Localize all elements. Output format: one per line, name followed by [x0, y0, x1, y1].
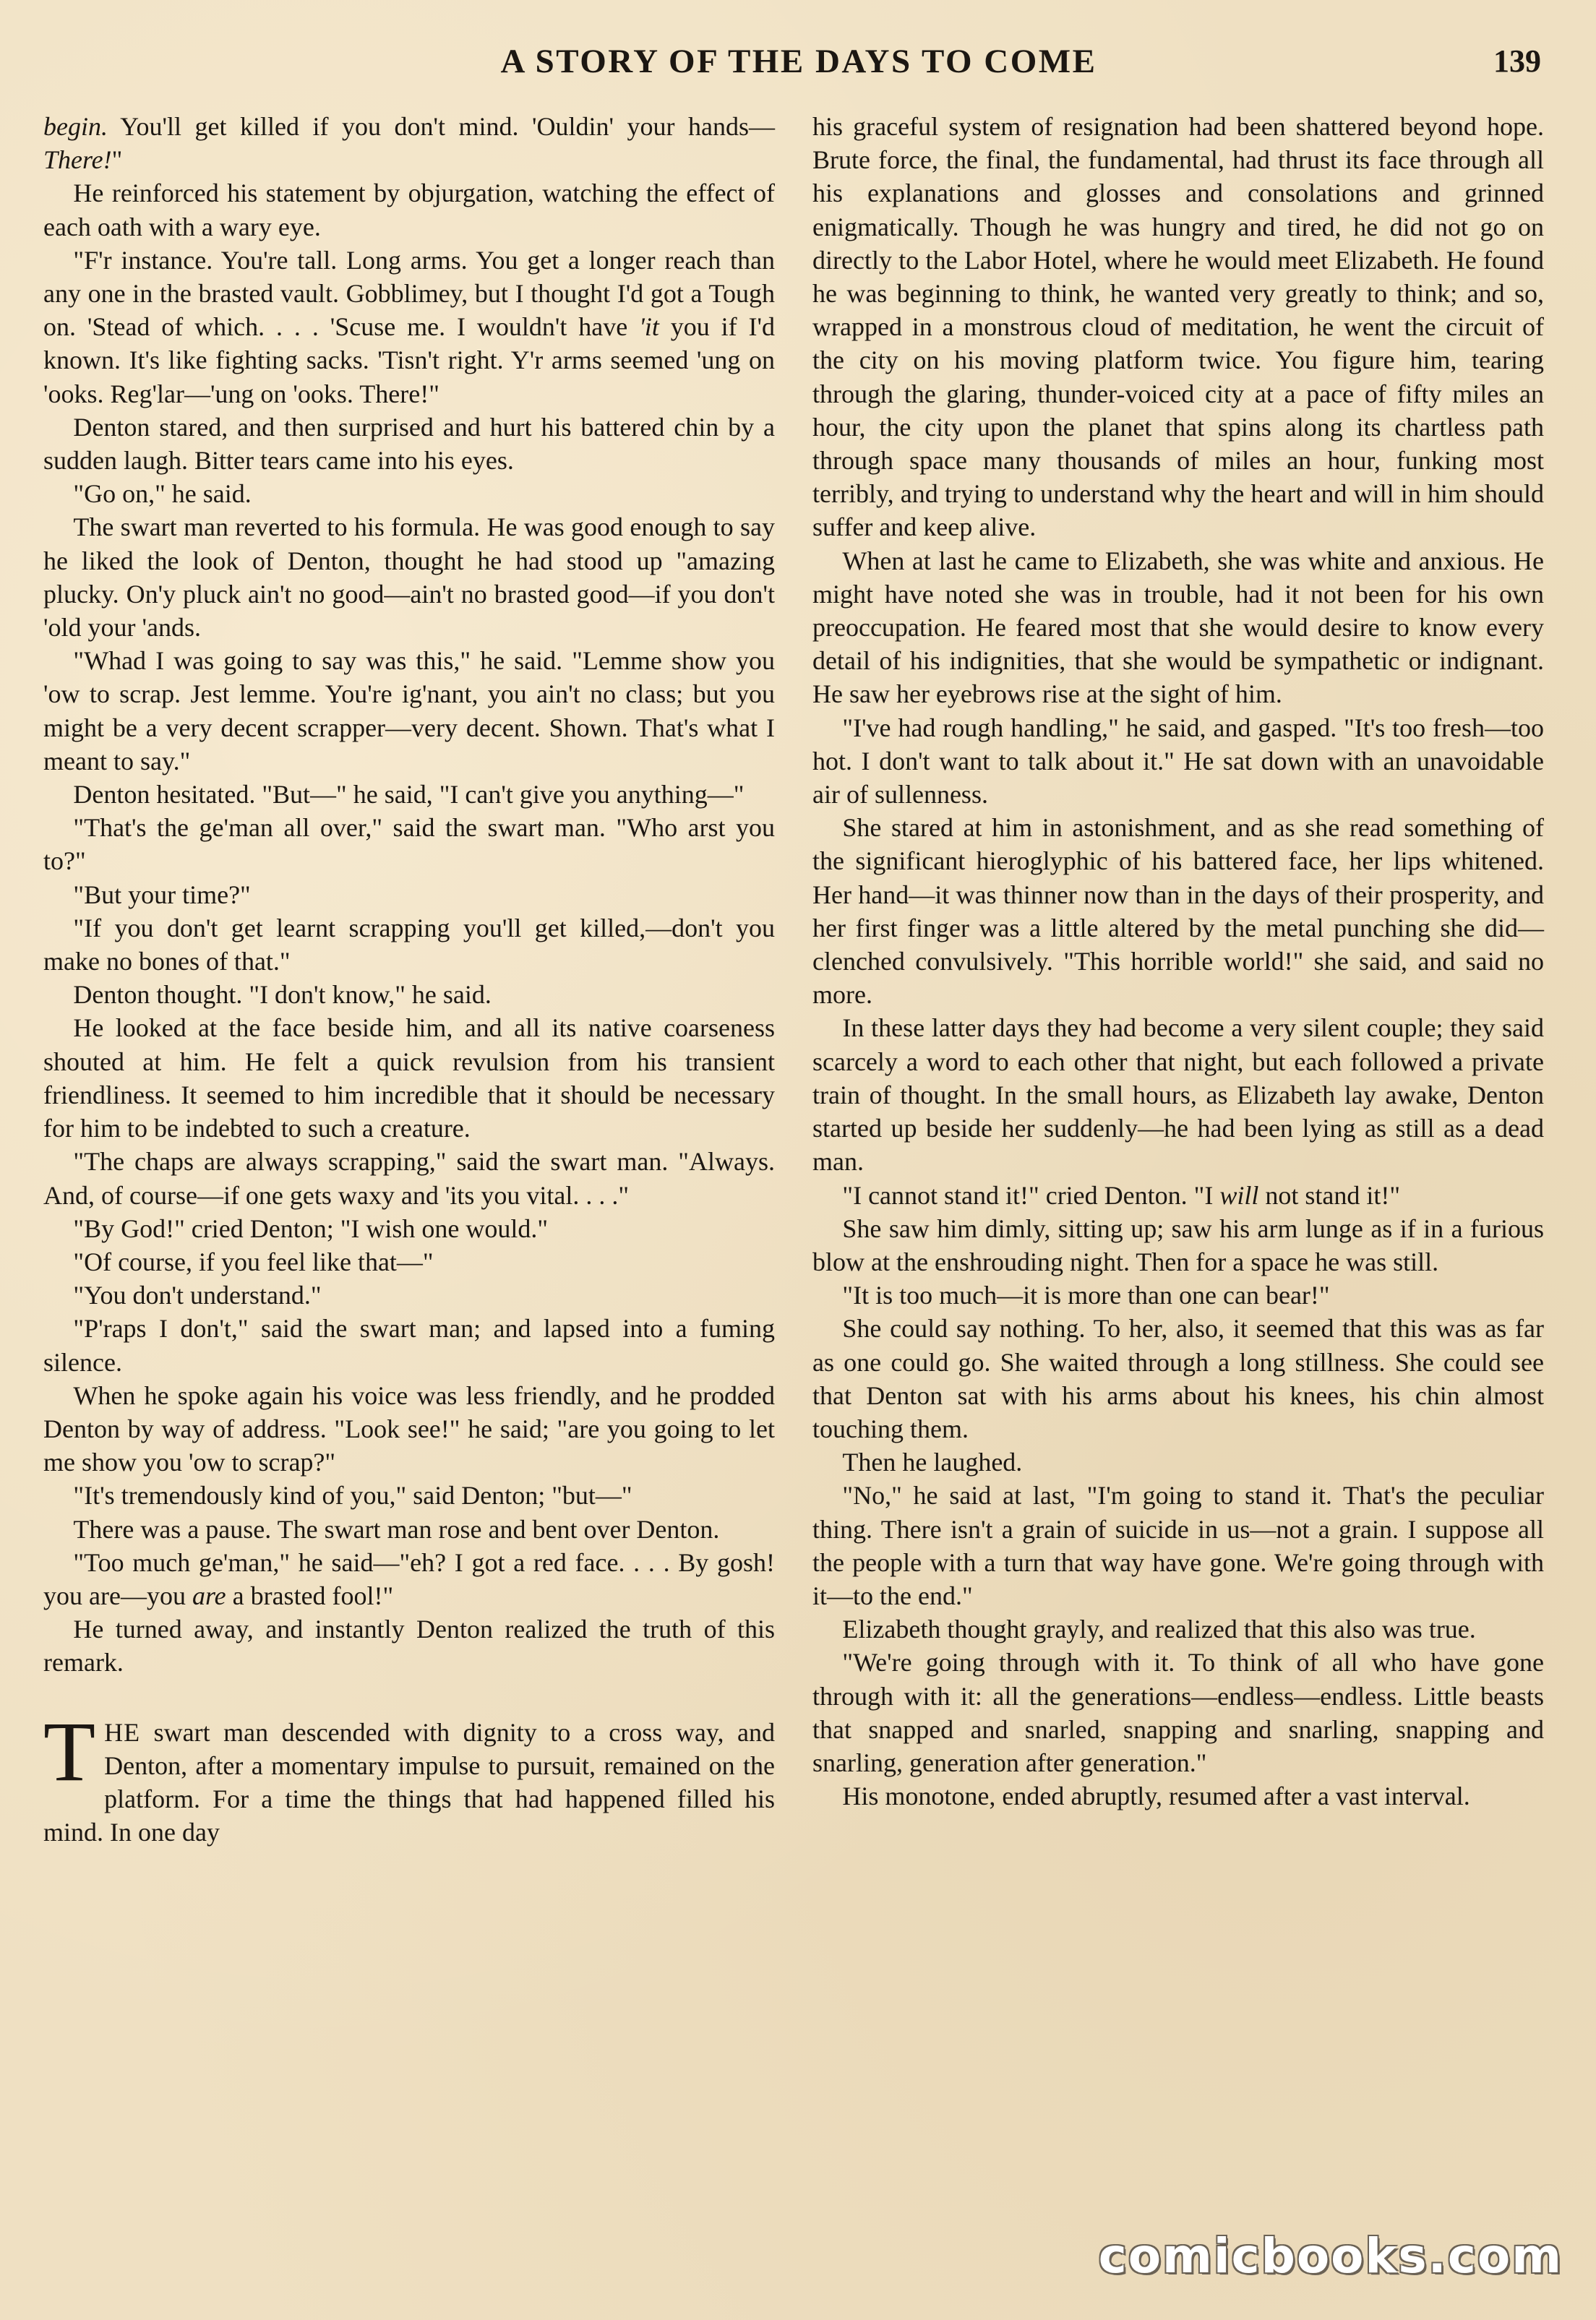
paragraph: "F'r instance. You're tall. Long arms. You get a longer reach than any one in the brasted vault. Gobblimey, but I thought I'd got a Tough on. 'Stead of which. . . . 'Scuse me. I wouldn't have 'it you if I'd known. It's like fighting sacks. 'Tisn't right. Y'r arms seemed 'ung on 'ooks. Reg'lar—'ung on 'ooks. There!" — [43, 245, 775, 408]
paragraph: "Whad I was going to say was this," he said. "Lemme show you 'ow to scrap. Jest lemme. You're ig'nant, you ain't no class; but you might be a very decent scrapper—very decent. Shown. That's what I meant to say." — [43, 646, 775, 776]
paragraph: "I've had rough handling," he said, and gasped. "It's too fresh—too hot. I don't want to talk about it." He sat down with an unavoidable air of sullenness. — [812, 713, 1544, 809]
paragraph: "That's the ge'man all over," said the swart man. "Who arst you to?" — [43, 813, 775, 876]
paragraph: "Of course, if you feel like that—" — [73, 1247, 434, 1276]
paragraph: When he spoke again his voice was less friendly, and he prodded Denton by way of address. "Look see!" he said; "are you going to let me show you 'ow to scrap?" — [43, 1380, 775, 1477]
running-header — [43, 36, 1554, 87]
paragraph: Then he laughed. — [842, 1448, 1023, 1477]
site-watermark: comicbooks.com — [1098, 2228, 1563, 2284]
paragraph: "P'raps I don't," said the swart man; and lapsed into a fuming silence. — [43, 1314, 775, 1377]
right-column — [812, 110, 1544, 1813]
emphasis-text: There! — [43, 145, 112, 175]
left-column — [43, 110, 775, 1849]
emphasis-text: 'it — [639, 312, 659, 342]
section-opening-paragraph: THE swart man descended with dignity to a cross way, and Denton, after a momentary impulse to pursuit, remained on the platform. For a time the things that had happened filled his mind. In one day — [43, 1704, 775, 1847]
paragraph: He reinforced his statement by objurgation, watching the effect of each oath with a wary eye. — [43, 179, 775, 241]
paragraph: "We're going through with it. To think of all who have gone through with it: all the generations—endless—endless. Little beasts that snapped and snarled, snapping and snarling, snapping and snarling, generation after generation." — [812, 1648, 1544, 1777]
paragraph: She saw him dimly, sitting up; saw his arm lunge as if in a furious blow at the enshrouding night. Then for a space he was still. — [812, 1213, 1544, 1276]
paragraph: "The chaps are always scrapping," said the swart man. "Always. And, of course—if one gets waxy and 'its you vital. . . ." — [43, 1147, 775, 1210]
emphasis-text: will — [1219, 1180, 1259, 1210]
paragraph: She could say nothing. To her, also, it seemed that this was as far as one could go. She waited through a long stillness. She could see that Denton sat with his arms about his knees, his chin almost touching them. — [812, 1314, 1544, 1443]
paragraph: There was a pause. The swart man rose and bent over Denton. — [73, 1514, 720, 1544]
emphasis-text: are — [192, 1581, 226, 1610]
paragraph: "It's tremendously kind of you," said Denton; "but—" — [73, 1481, 632, 1511]
paragraph: "It is too much—it is more than one can bear!" — [842, 1281, 1330, 1310]
running-title: A STORY OF THE DAYS TO COME — [500, 43, 1097, 80]
small-caps-text: HE — [104, 1717, 141, 1747]
paragraph: "I cannot stand it!" cried Denton. "I will not stand it!" — [842, 1180, 1401, 1210]
paragraph: "You don't understand." — [73, 1281, 322, 1310]
page-number: 139 — [1493, 43, 1541, 79]
paragraph: He turned away, and instantly Denton realized the truth of this remark. — [43, 1615, 775, 1677]
paragraph: "No," he said at last, "I'm going to stand it. That's the peculiar thing. There isn't a grain of suicide in us—not a grain. I suppose all the people with a turn that way have gone. We're going through with it—to the end." — [812, 1481, 1544, 1610]
paragraph: Denton thought. "I don't know," he said. — [73, 980, 492, 1010]
paragraph: In these latter days they had become a very silent couple; they said scarcely a word to each other that night, but each followed a private train of thought. In the small hours, as Elizabeth lay awake, Denton started up beside her suddenly—he had been lying as still as a dead man. — [812, 1013, 1544, 1177]
paragraph: His monotone, ended abruptly, resumed after a vast interval. — [842, 1782, 1470, 1811]
paragraph: When at last he came to Elizabeth, she was white and anxious. He might have noted she was in trouble, had it not been for his own preoccupation. He feared most that she would desire to know every detail of his indignities, that she would be sympathetic or indignant. He saw her eyebrows rise at the sight of him. — [812, 546, 1544, 709]
paragraph: "If you don't get learnt scrapping you'll get killed,—don't you make no bones of that." — [43, 913, 775, 976]
paragraph: "Too much ge'man," he said—"eh? I got a red face. . . . By gosh! you are—you are a brasted fool!" — [43, 1547, 775, 1610]
paragraph: "Go on," he said. — [73, 479, 252, 509]
paragraph: "By God!" cried Denton; "I wish one would." — [73, 1213, 549, 1243]
paragraph: "But your time?" — [73, 880, 251, 909]
paragraph: The swart man reverted to his formula. He was good enough to say he liked the look of Denton, thought he had stood up "amazing plucky. On'y pluck ain't no good—ain't no brasted good—if you don't 'old your 'ands. — [43, 512, 775, 643]
paragraph: Denton hesitated. "But—" he said, "I can't give you anything—" — [73, 780, 745, 809]
paragraph: She stared at him in astonishment, and as she read something of the significant hieroglyphic of his battered face, her lips whitened. Her hand—it was thinner now than in the days of their prosperity, and her first finger was a little altered by the metal punching she did—clenched convulsively. "This horrible world!" she said, and said no more. — [812, 813, 1544, 1010]
paragraph: He looked at the face beside him, and all its native coarseness shouted at him. He felt a quick revulsion from his transient friendliness. It seemed to him incredible that it should be necessary for him to be indebted to such a creature. — [43, 1013, 775, 1143]
paragraph: Elizabeth thought grayly, and realized that this also was true. — [842, 1615, 1476, 1644]
paragraph: Denton stared, and then surprised and hurt his battered chin by a sudden laugh. Bitter tears came into his eyes. — [43, 412, 775, 476]
emphasis-text: begin. — [43, 112, 108, 141]
paragraph: begin. You'll get killed if you don't mind. 'Ouldin' your hands—There!" — [43, 112, 775, 175]
drop-cap: T — [43, 1704, 96, 1799]
paragraph: his graceful system of resignation had been shattered beyond hope. Brute force, the final, the fundamental, had thrust its face through all his explanations and glosses and consolations and grinned enigmatically. Though he was hungry and tired, he did not go on directly to the Labor Hotel, where he would meet Elizabeth. He found he was beginning to think, he wanted very greatly to think; and so, wrapped in a monstrous cloud of meditation, he went the circuit of the city on his moving platform twice. You figure him, tearing through the glaring, thunder-voiced city at a pace of fifty miles an hour, the city upon the planet that spins along its chartless path through space many thousands of miles an hour, funking most terribly, and trying to understand why the heart and will in him should suffer and keep alive. — [812, 112, 1544, 542]
